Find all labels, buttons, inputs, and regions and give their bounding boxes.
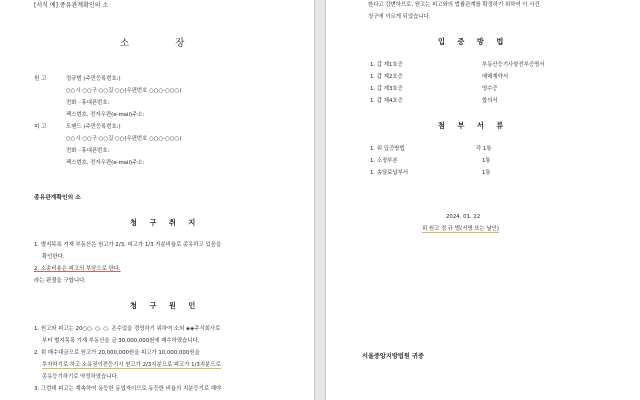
evidence-section-title: 입 증 방 법 [438,37,509,46]
plaintiff-fax: 팩스번호, 전자우편(e-mail)주소: [66,112,145,118]
cont-line-2: 청구에 이르게 되었습니다. [368,14,431,20]
cause-line-1: 1. 원고와 피고는 20○○. ○. ○. 온수업을 경영하기 위하여 소외 ◈◈주식회사로 [34,326,221,332]
form-label: [서식 예] 종유관계확인의 소 [34,2,109,9]
attach-count-3: 1통 [482,170,491,176]
plaintiff-tag: 원 고 [34,76,47,82]
attach-name-2: 1. 소장부본 [370,158,398,164]
defendant-phone: 전화 · 휴대폰번호: [66,148,110,154]
case-name: 종유관계확인의 소 [34,195,81,201]
defendant-name: 도펜드 (주민등록번호:) [66,124,121,130]
evidence-desc-2: 매매계약서 [482,74,509,80]
plaintiff-name: 정규범 (주민등록번호:) [66,76,121,82]
attach-name-1: 1. 위 입증방법 [370,146,405,152]
evidence-desc-4: 합의서 [482,98,498,104]
attach-count-2: 1통 [482,158,491,164]
evidence-no-3: 1. 갑 제3호증 [370,86,403,92]
claim-section-title: 청 구 취 지 [130,218,201,227]
attach-name-3: 1. 송달료납부서 [370,170,409,176]
cause-line-6: 3. 그런데 피고는 계속하여 동등한 동업자이므로 동등한 비율의 지분등기로 해야 [34,386,222,392]
attach-section-title: 첨 부 서 류 [438,121,509,130]
claim-line-1: 1. 별지목록 기재 부동산은 원고가 2/3, 피고가 1/3 지분비율로 종유하고 있음을 [34,242,222,248]
defendant-fax: 팩스번호, 전자우편(e-mail)주소: [66,160,145,166]
evidence-desc-3: 영수증 [482,86,498,92]
attach-count-1: 각 1통 [476,146,492,152]
plaintiff-address: ○○시 ○○구 ○○길 ○○(우편번호 ○○○-○○○) [66,88,182,94]
filing-date: 2024. 01. 22 [446,214,481,220]
evidence-no-4: 1. 갑 제4호증 [370,98,403,104]
evidence-no-1: 1. 갑 제1호증 [370,62,403,68]
evidence-no-2: 1. 갑 제2호증 [370,74,403,80]
document-title [120,39,184,49]
plaintiff-phone: 전화 · 휴대폰번호: [66,100,110,106]
cont-line-1: 한다고 강변하므로, 원고는 피고와의 법률관계를 확정하기 위하여 이 사건 [368,2,540,8]
cause-line-2: 부터 별지목록 기재 부동산을 금 30,000,000원에 매수하였습니다. [42,338,200,344]
defendant-address: ○○시 ○○구 ○○길 ○○(우편번호 ○○○-○○○) [66,136,182,142]
cause-line-4: 투자하기로 하고 소유권이전등기시 원고가 2/3지분으로 피고가 1/3지분으로 [42,362,221,368]
cause-line-5: 종유등기하기로 약정하였습니다. [42,374,119,380]
claim-line-4: 라는 판결을 구합니다. [34,278,87,284]
signer-line: 위 원고 정 규 범(서명 또는 날인) [422,226,499,232]
evidence-desc-1: 부동산등기사항전부증명서 [482,62,545,68]
cause-section-title: 청 구 원 인 [130,301,201,310]
cause-line-3: 2. 위 매수대금으로 원고가 20,000,000원을 피고가 10,000,000원을 [34,350,200,356]
page-1[interactable] [0,0,314,400]
claim-line-2: 확인한다. [42,254,65,260]
title-char-2: 장 [175,38,185,49]
claim-line-3: 2. 소송비용은 피고의 부담으로 한다. [34,266,121,272]
title-char-1: 소 [120,38,130,49]
page-gap [314,0,326,400]
page-2[interactable] [326,0,640,400]
court-name: 서울중앙지방법원 귀중 [362,353,424,360]
defendant-tag: 피 고 [34,124,47,130]
